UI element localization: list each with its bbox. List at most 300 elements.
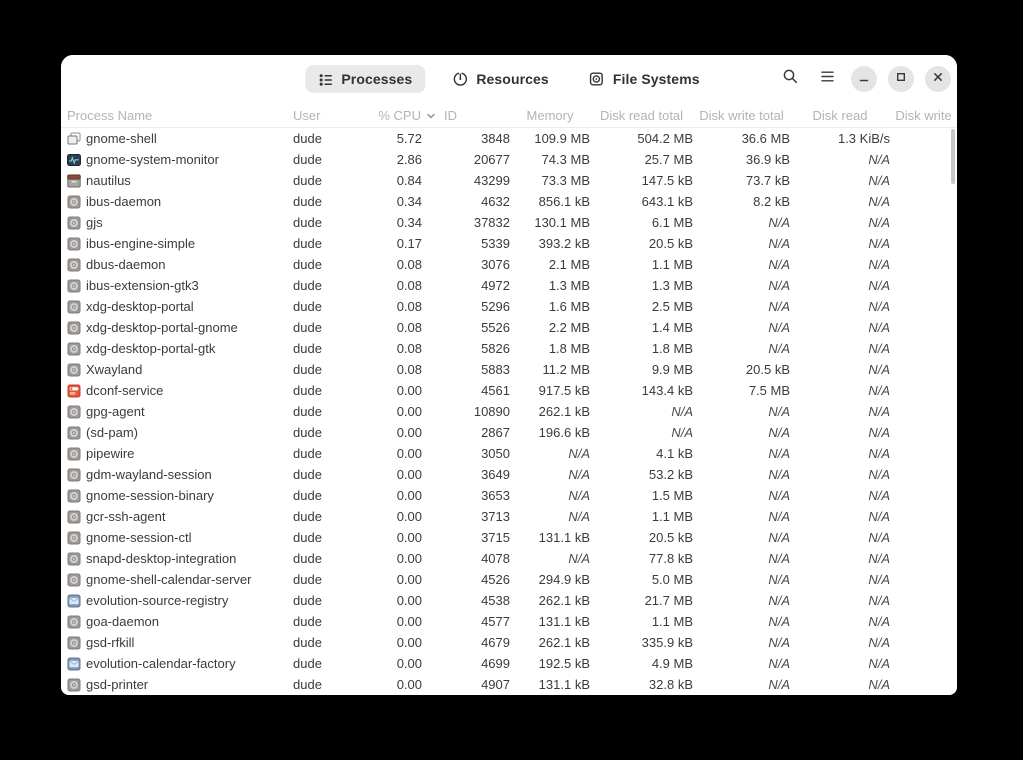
disk-read-total-cell: 6.1 MB bbox=[651, 215, 693, 230]
process-name-cell bbox=[61, 338, 280, 359]
memory-cell: N/A bbox=[568, 467, 590, 482]
process-name: xdg-desktop-portal-gnome bbox=[86, 320, 238, 335]
disk-read-cell: N/A bbox=[868, 446, 890, 461]
gear-icon bbox=[66, 194, 82, 210]
cpu-cell: 0.00 bbox=[396, 593, 422, 608]
disk-write-total-cell: N/A bbox=[768, 467, 790, 482]
memory-cell: 196.6 kB bbox=[538, 425, 590, 440]
monitor-waveform-icon bbox=[66, 152, 82, 168]
table-row[interactable] bbox=[61, 674, 957, 695]
process-name-cell bbox=[61, 611, 280, 632]
table-row[interactable] bbox=[61, 275, 957, 296]
cpu-cell: 0.00 bbox=[396, 446, 422, 461]
table-row[interactable] bbox=[61, 191, 957, 212]
gear-icon bbox=[66, 446, 82, 462]
cpu-cell: 0.00 bbox=[396, 404, 422, 419]
id-cell: 3848 bbox=[481, 131, 510, 146]
memory-cell: 131.1 kB bbox=[538, 530, 590, 545]
memory-cell: N/A bbox=[568, 509, 590, 524]
process-name-cell bbox=[61, 149, 280, 170]
process-name: gjs bbox=[86, 215, 103, 230]
cpu-cell: 0.08 bbox=[396, 341, 422, 356]
hamburger-menu-icon bbox=[820, 70, 835, 88]
gear-icon bbox=[66, 509, 82, 525]
vertical-scrollbar[interactable] bbox=[951, 129, 955, 184]
id-cell: 3713 bbox=[481, 509, 510, 524]
table-row[interactable] bbox=[61, 296, 957, 317]
disk-write-total-cell: N/A bbox=[768, 320, 790, 335]
user-cell: dude bbox=[293, 152, 322, 167]
process-name: pipewire bbox=[86, 446, 135, 461]
gear-icon bbox=[66, 257, 82, 273]
id-cell: 43299 bbox=[473, 173, 510, 188]
process-name-cell bbox=[61, 569, 280, 590]
cpu-cell: 0.08 bbox=[396, 362, 422, 377]
disk-read-total-cell: 504.2 MB bbox=[637, 131, 693, 146]
disk-read-cell: N/A bbox=[868, 593, 890, 608]
search-icon bbox=[782, 68, 799, 90]
process-name-cell bbox=[61, 674, 280, 695]
process-name-cell bbox=[61, 548, 280, 569]
process-name-cell bbox=[61, 254, 280, 275]
process-name-cell bbox=[61, 380, 280, 401]
table-row[interactable] bbox=[61, 464, 957, 485]
disk-write-total-cell: N/A bbox=[768, 656, 790, 671]
disk-read-total-cell: 4.9 MB bbox=[651, 656, 693, 671]
column-header-process-name[interactable]: Process Name bbox=[67, 107, 153, 123]
disk-read-cell: N/A bbox=[868, 614, 890, 629]
disk-write-total-cell: N/A bbox=[768, 593, 790, 608]
process-name: gnome-session-ctl bbox=[86, 530, 192, 545]
cpu-cell: 0.00 bbox=[396, 656, 422, 671]
table-row[interactable] bbox=[61, 485, 957, 506]
memory-cell: 131.1 kB bbox=[538, 677, 590, 692]
process-name: (sd-pam) bbox=[86, 425, 139, 440]
user-cell: dude bbox=[293, 215, 322, 230]
menu-button[interactable] bbox=[814, 66, 840, 92]
disk-read-cell: N/A bbox=[868, 509, 890, 524]
id-cell: 4526 bbox=[481, 572, 510, 587]
user-cell: dude bbox=[293, 467, 322, 482]
column-header-disk-write[interactable]: Disk write bbox=[895, 107, 952, 123]
id-cell: 4699 bbox=[481, 656, 510, 671]
column-header-disk-read-total[interactable]: Disk read total bbox=[599, 107, 684, 123]
cpu-cell: 0.00 bbox=[396, 425, 422, 440]
disk-read-cell: N/A bbox=[868, 362, 890, 377]
user-cell: dude bbox=[293, 551, 322, 566]
user-cell: dude bbox=[293, 131, 322, 146]
table-row[interactable] bbox=[61, 170, 957, 191]
process-name: ibus-engine-simple bbox=[86, 236, 196, 251]
gear-icon bbox=[66, 362, 82, 378]
disk-read-total-cell: 2.5 MB bbox=[651, 299, 693, 314]
id-cell: 3649 bbox=[481, 467, 510, 482]
disk-read-total-cell: 77.8 kB bbox=[648, 551, 693, 566]
evolution-icon bbox=[66, 656, 82, 672]
disk-write-total-cell: 73.7 kB bbox=[745, 173, 790, 188]
memory-cell: 1.3 MB bbox=[548, 278, 590, 293]
table-row[interactable] bbox=[61, 443, 957, 464]
memory-cell: 73.3 MB bbox=[541, 173, 590, 188]
process-name: xdg-desktop-portal bbox=[86, 299, 194, 314]
disk-write-total-cell: 20.5 kB bbox=[745, 362, 790, 377]
cpu-cell: 0.00 bbox=[396, 635, 422, 650]
system-monitor-window bbox=[61, 55, 957, 695]
memory-cell: 856.1 kB bbox=[538, 194, 590, 209]
disk-read-total-cell: N/A bbox=[671, 425, 693, 440]
disk-read-cell: N/A bbox=[868, 488, 890, 503]
user-cell: dude bbox=[293, 320, 322, 335]
disk-read-cell: N/A bbox=[868, 656, 890, 671]
tab-label: Processes bbox=[341, 71, 413, 87]
memory-cell: 131.1 kB bbox=[538, 614, 590, 629]
search-button[interactable] bbox=[777, 66, 803, 92]
tab-resources[interactable] bbox=[439, 65, 562, 93]
disk-read-total-cell: 143.4 kB bbox=[641, 383, 693, 398]
column-header-cpu[interactable]: % CPU bbox=[352, 108, 438, 123]
disk-read-total-cell: 1.5 MB bbox=[651, 488, 693, 503]
disk-read-total-cell: 1.4 MB bbox=[651, 320, 693, 335]
disk-write-total-cell: N/A bbox=[768, 341, 790, 356]
disk-read-total-cell: 1.3 MB bbox=[651, 278, 693, 293]
gear-icon bbox=[66, 635, 82, 651]
process-name-cell bbox=[61, 317, 280, 338]
id-cell: 4972 bbox=[481, 278, 510, 293]
disk-read-cell: N/A bbox=[868, 320, 890, 335]
sort-chevron-down-icon bbox=[426, 108, 436, 123]
gear-icon bbox=[66, 299, 82, 315]
gear-icon bbox=[66, 488, 82, 504]
gear-icon bbox=[66, 614, 82, 630]
disk-read-cell: N/A bbox=[868, 635, 890, 650]
memory-cell: 74.3 MB bbox=[541, 152, 590, 167]
id-cell: 2867 bbox=[481, 425, 510, 440]
user-cell: dude bbox=[293, 236, 322, 251]
process-name: xdg-desktop-portal-gtk bbox=[86, 341, 216, 356]
cpu-cell: 0.00 bbox=[396, 614, 422, 629]
process-name: Xwayland bbox=[86, 362, 143, 377]
memory-cell: 192.5 kB bbox=[538, 656, 590, 671]
disk-write-total-cell: N/A bbox=[768, 236, 790, 251]
disk-read-total-cell: 32.8 kB bbox=[648, 677, 693, 692]
table-row[interactable] bbox=[61, 422, 957, 443]
file-cabinet-icon bbox=[66, 173, 82, 189]
column-header-disk-write-total[interactable]: Disk write total bbox=[699, 107, 784, 123]
process-name: gnome-session-binary bbox=[86, 488, 214, 503]
id-cell: 3076 bbox=[481, 257, 510, 272]
user-cell: dude bbox=[293, 278, 322, 293]
memory-cell: 109.9 MB bbox=[534, 131, 590, 146]
cpu-cell: 0.00 bbox=[396, 383, 422, 398]
disk-read-cell: N/A bbox=[868, 299, 890, 314]
cpu-cell: 0.00 bbox=[396, 677, 422, 692]
process-name-cell bbox=[61, 359, 280, 380]
process-name-cell bbox=[61, 401, 280, 422]
disk-read-cell: N/A bbox=[868, 173, 890, 188]
disk-read-total-cell: 5.0 MB bbox=[651, 572, 693, 587]
disk-read-total-cell: 9.9 MB bbox=[651, 362, 693, 377]
process-name-cell bbox=[61, 653, 280, 674]
close-button[interactable] bbox=[925, 66, 951, 92]
memory-cell: 1.8 MB bbox=[548, 341, 590, 356]
process-name: dbus-daemon bbox=[86, 257, 166, 272]
disk-read-total-cell: 1.1 MB bbox=[651, 614, 693, 629]
table-header bbox=[61, 103, 957, 128]
table-row[interactable] bbox=[61, 401, 957, 422]
process-name-cell bbox=[61, 170, 280, 191]
maximize-icon bbox=[895, 70, 907, 88]
disk-read-cell: N/A bbox=[868, 551, 890, 566]
tab-file-systems[interactable] bbox=[576, 65, 713, 93]
id-cell: 5296 bbox=[481, 299, 510, 314]
tab-label: File Systems bbox=[612, 71, 700, 87]
process-name: ibus-daemon bbox=[86, 194, 162, 209]
memory-cell: N/A bbox=[568, 551, 590, 566]
disk-read-cell: N/A bbox=[868, 236, 890, 251]
id-cell: 4078 bbox=[481, 551, 510, 566]
disk-write-total-cell: N/A bbox=[768, 257, 790, 272]
table-row[interactable] bbox=[61, 212, 957, 233]
user-cell: dude bbox=[293, 362, 322, 377]
disk-read-total-cell: 53.2 kB bbox=[648, 467, 693, 482]
gear-icon bbox=[66, 404, 82, 420]
cpu-cell: 0.34 bbox=[396, 215, 422, 230]
id-cell: 4577 bbox=[481, 614, 510, 629]
evolution-icon bbox=[66, 593, 82, 609]
disk-read-total-cell: N/A bbox=[671, 404, 693, 419]
user-cell: dude bbox=[293, 677, 322, 692]
gear-icon bbox=[66, 677, 82, 693]
table-row[interactable] bbox=[61, 317, 957, 338]
disk-read-cell: N/A bbox=[868, 383, 890, 398]
disk-read-total-cell: 147.5 kB bbox=[641, 173, 693, 188]
cpu-cell: 0.08 bbox=[396, 257, 422, 272]
memory-cell: N/A bbox=[568, 488, 590, 503]
gear-icon bbox=[66, 572, 82, 588]
memory-cell: 130.1 MB bbox=[534, 215, 590, 230]
gauge-icon bbox=[452, 71, 468, 87]
minimize-button[interactable] bbox=[851, 66, 877, 92]
cpu-cell: 0.00 bbox=[396, 488, 422, 503]
table-row[interactable] bbox=[61, 548, 957, 569]
process-name: dconf-service bbox=[86, 383, 164, 398]
id-cell: 3653 bbox=[481, 488, 510, 503]
process-name: gsd-rfkill bbox=[86, 635, 135, 650]
disk-write-total-cell: N/A bbox=[768, 425, 790, 440]
cpu-cell: 0.00 bbox=[396, 551, 422, 566]
disk-read-total-cell: 1.1 MB bbox=[651, 257, 693, 272]
id-cell: 5339 bbox=[481, 236, 510, 251]
disk-write-total-cell: N/A bbox=[768, 404, 790, 419]
tab-processes[interactable] bbox=[305, 65, 425, 93]
user-cell: dude bbox=[293, 341, 322, 356]
table-row[interactable] bbox=[61, 254, 957, 275]
memory-cell: N/A bbox=[568, 446, 590, 461]
gear-icon bbox=[66, 341, 82, 357]
user-cell: dude bbox=[293, 425, 322, 440]
user-cell: dude bbox=[293, 194, 322, 209]
table-row[interactable] bbox=[61, 506, 957, 527]
table-row[interactable] bbox=[61, 527, 957, 548]
disk-read-total-cell: 20.5 kB bbox=[648, 530, 693, 545]
user-cell: dude bbox=[293, 593, 322, 608]
minimize-icon bbox=[858, 70, 870, 88]
id-cell: 4632 bbox=[481, 194, 510, 209]
process-name: evolution-calendar-factory bbox=[86, 656, 236, 671]
view-switcher bbox=[305, 65, 712, 93]
table-row[interactable] bbox=[61, 338, 957, 359]
disk-read-cell: N/A bbox=[868, 572, 890, 587]
gear-icon bbox=[66, 425, 82, 441]
process-name-cell bbox=[61, 233, 280, 254]
disk-write-total-cell: 36.9 kB bbox=[745, 152, 790, 167]
disk-read-cell: N/A bbox=[868, 341, 890, 356]
process-name: goa-daemon bbox=[86, 614, 159, 629]
column-header-user[interactable]: User bbox=[293, 107, 321, 123]
process-name-cell bbox=[61, 296, 280, 317]
process-name-cell bbox=[61, 275, 280, 296]
gear-icon bbox=[66, 320, 82, 336]
table-row[interactable] bbox=[61, 611, 957, 632]
gear-icon bbox=[66, 467, 82, 483]
gear-icon bbox=[66, 278, 82, 294]
id-cell: 4561 bbox=[481, 383, 510, 398]
cpu-cell: 2.86 bbox=[396, 152, 422, 167]
process-name-cell bbox=[61, 485, 280, 506]
disk-write-total-cell: N/A bbox=[768, 677, 790, 692]
close-icon bbox=[932, 70, 944, 88]
process-name: gdm-wayland-session bbox=[86, 467, 212, 482]
disk-read-cell: N/A bbox=[868, 194, 890, 209]
process-name: gnome-shell-calendar-server bbox=[86, 572, 252, 587]
table-row[interactable] bbox=[61, 380, 957, 401]
process-name-cell bbox=[61, 128, 280, 149]
process-name-cell bbox=[61, 212, 280, 233]
process-name-cell bbox=[61, 527, 280, 548]
disk-read-total-cell: 1.8 MB bbox=[651, 341, 693, 356]
id-cell: 4679 bbox=[481, 635, 510, 650]
disk-read-cell: N/A bbox=[868, 404, 890, 419]
windows-icon bbox=[66, 131, 82, 147]
disk-write-total-cell: N/A bbox=[768, 551, 790, 566]
cpu-cell: 0.00 bbox=[396, 572, 422, 587]
process-name: gnome-system-monitor bbox=[86, 152, 219, 167]
user-cell: dude bbox=[293, 257, 322, 272]
disk-read-cell: N/A bbox=[868, 278, 890, 293]
table-row[interactable] bbox=[61, 569, 957, 590]
tab-label: Resources bbox=[476, 71, 549, 87]
user-cell: dude bbox=[293, 404, 322, 419]
process-table-body bbox=[61, 128, 957, 695]
id-cell: 3050 bbox=[481, 446, 510, 461]
gear-icon bbox=[66, 236, 82, 252]
disk-read-total-cell: 25.7 MB bbox=[644, 152, 693, 167]
process-name-cell bbox=[61, 191, 280, 212]
process-name: gpg-agent bbox=[86, 404, 145, 419]
disk-read-cell: N/A bbox=[868, 530, 890, 545]
memory-cell: 917.5 kB bbox=[538, 383, 590, 398]
table-row[interactable] bbox=[61, 149, 957, 170]
table-row[interactable] bbox=[61, 632, 957, 653]
gear-icon bbox=[66, 551, 82, 567]
user-cell: dude bbox=[293, 299, 322, 314]
disk-read-cell: 1.3 KiB/s bbox=[837, 131, 890, 146]
process-list-icon bbox=[318, 72, 333, 87]
disk-write-total-cell: N/A bbox=[768, 215, 790, 230]
window-controls bbox=[777, 66, 951, 92]
id-cell: 10890 bbox=[473, 404, 510, 419]
disk-read-cell: N/A bbox=[868, 152, 890, 167]
disk-read-total-cell: 4.1 kB bbox=[656, 446, 693, 461]
id-cell: 4538 bbox=[481, 593, 510, 608]
headerbar bbox=[61, 55, 957, 103]
cpu-cell: 0.08 bbox=[396, 299, 422, 314]
cpu-cell: 0.08 bbox=[396, 278, 422, 293]
user-cell: dude bbox=[293, 173, 322, 188]
cpu-cell: 0.00 bbox=[396, 467, 422, 482]
table-row[interactable] bbox=[61, 359, 957, 380]
disk-read-cell: N/A bbox=[868, 257, 890, 272]
disk-write-total-cell: N/A bbox=[768, 614, 790, 629]
process-name-cell bbox=[61, 422, 280, 443]
id-cell: 5883 bbox=[481, 362, 510, 377]
memory-cell: 262.1 kB bbox=[538, 404, 590, 419]
table-row[interactable] bbox=[61, 590, 957, 611]
disk-write-total-cell: N/A bbox=[768, 446, 790, 461]
user-cell: dude bbox=[293, 530, 322, 545]
id-cell: 5826 bbox=[481, 341, 510, 356]
dconf-toggles-icon bbox=[66, 383, 82, 399]
disk-read-total-cell: 1.1 MB bbox=[651, 509, 693, 524]
disk-write-total-cell: N/A bbox=[768, 488, 790, 503]
id-cell: 4907 bbox=[481, 677, 510, 692]
column-header-memory[interactable]: Memory bbox=[526, 107, 574, 123]
id-cell: 20677 bbox=[473, 152, 510, 167]
disk-write-total-cell: N/A bbox=[768, 635, 790, 650]
disk-write-total-cell: 8.2 kB bbox=[753, 194, 790, 209]
disk-write-total-cell: N/A bbox=[768, 278, 790, 293]
cpu-cell: 0.34 bbox=[396, 194, 422, 209]
table-row[interactable] bbox=[61, 233, 957, 254]
id-cell: 37832 bbox=[473, 215, 510, 230]
column-header-id[interactable]: ID bbox=[444, 107, 457, 123]
gear-icon bbox=[66, 530, 82, 546]
disk-write-total-cell: N/A bbox=[768, 299, 790, 314]
gear-icon bbox=[66, 215, 82, 231]
memory-cell: 11.2 MB bbox=[542, 362, 590, 377]
cpu-cell: 0.17 bbox=[396, 236, 422, 251]
user-cell: dude bbox=[293, 509, 322, 524]
column-header-disk-read[interactable]: Disk read bbox=[812, 107, 868, 123]
process-name-cell bbox=[61, 632, 280, 653]
maximize-button[interactable] bbox=[888, 66, 914, 92]
table-row[interactable] bbox=[61, 128, 957, 149]
disk-read-cell: N/A bbox=[868, 425, 890, 440]
memory-cell: 2.1 MB bbox=[548, 257, 590, 272]
process-name: gnome-shell bbox=[86, 131, 157, 146]
process-name: evolution-source-registry bbox=[86, 593, 229, 608]
memory-cell: 1.6 MB bbox=[548, 299, 590, 314]
table-row[interactable] bbox=[61, 653, 957, 674]
disk-write-total-cell: N/A bbox=[768, 509, 790, 524]
process-name-cell bbox=[61, 464, 280, 485]
process-name: ibus-extension-gtk3 bbox=[86, 278, 199, 293]
disk-write-total-cell: 7.5 MB bbox=[748, 383, 790, 398]
disk-read-cell: N/A bbox=[868, 467, 890, 482]
cpu-cell: 0.08 bbox=[396, 320, 422, 335]
memory-cell: 262.1 kB bbox=[538, 593, 590, 608]
memory-cell: 2.2 MB bbox=[548, 320, 590, 335]
